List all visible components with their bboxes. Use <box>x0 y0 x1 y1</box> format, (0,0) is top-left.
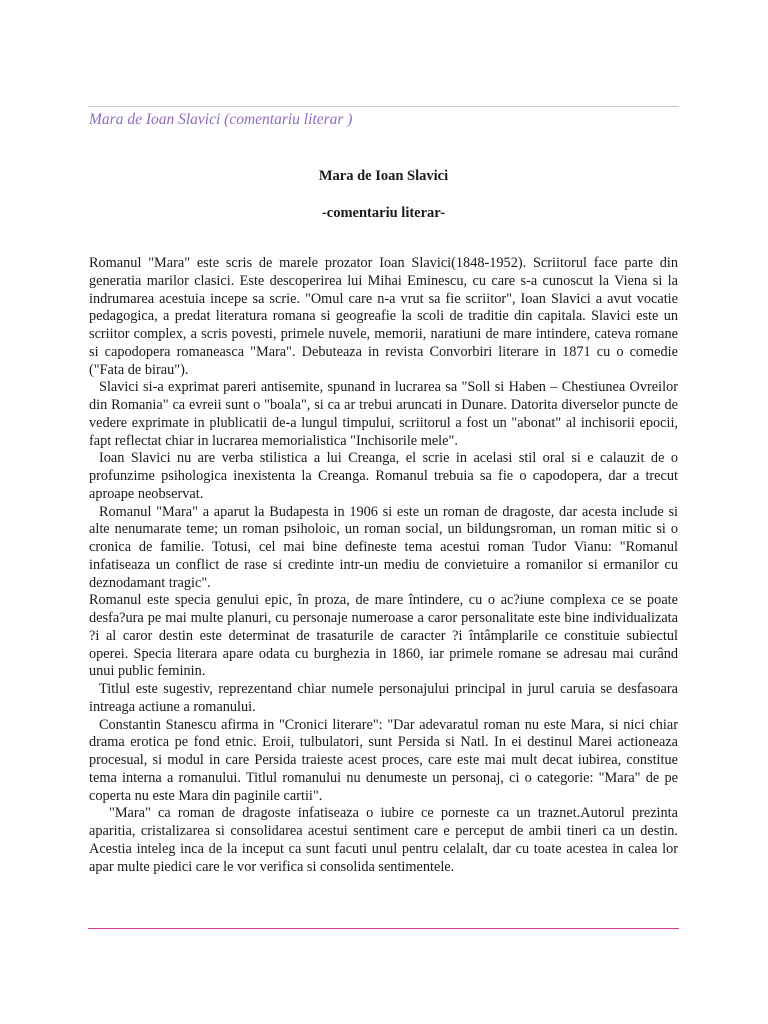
header-divider <box>88 106 679 107</box>
body-paragraph: Ioan Slavici nu are verba stilistica a lui Creanga, el scrie in acelasi stil oral si e calauzit de o profunzime psihologica inexistenta la Creanga. Romanul trebuia sa fie o capodopera, dar a trecut aproape neobservat. <box>89 450 678 502</box>
footer-divider <box>88 928 679 929</box>
body-paragraph: Constantin Stanescu afirma in "Cronici literare": "Dar adevaratul roman nu este Mara, si nici chiar drama erotica pe fond etnic. Eroii, tulbulatori, sunt Persida si Natl. In ei destinul Marei actioneaza procesual, si modul in care Persida traieste acest proces, care este mai mult decat iubirea, constitue tema interna a romanului. Titlul romanului nu denumeste un personaj, ci o categorie: "Mara" de pe coperta nu este Mara din paginile cartii". <box>89 716 678 804</box>
body-paragraph: "Mara" ca roman de dragoste infatiseaza o iubire ce porneste ca un traznet.Autorul prezinta aparitia, cristalizarea si consolidarea acestui sentiment care e perceput de ambii tineri ca un destin. Acestia inteleg inca de la inceput ca sunt facuti unul pentru celalalt, dar cu toate acestea in calea lor apar multe piedici care le vor verifica si consolida sentimentele. <box>89 805 678 875</box>
body-paragraph: Romanul "Mara" este scris de marele prozator Ioan Slavici(1848-1952). Scriitorul face parte din generatia marilor clasici. Este descoperirea lui Mihai Eminescu, cu care s-a cunoscut la Viena si la indrumarea acestuia incepe sa scrie. "Omul care n-a vrut sa fie scriitor", Ioan Slavici a avut vocatie pedagogica, a predat literatura romana si geogreafie la scoli de traditie din capitala. Slavici este un scriitor complex, a scris povesti, primele nuvele, memorii, naratiuni de mare intindere, cateva romane si capodopera romaneasca "Mara". Debuteaza in revista Convorbiri literare in 1871 cu o comedie ("Fata de birau"). <box>89 255 678 378</box>
document-header-title: Mara de Ioan Slavici (comentariu literar ) <box>89 111 353 128</box>
body-paragraph: Titlul este sugestiv, reprezentand chiar numele personajului principal in jurul caruia se desfasoara intreaga actiune a romanului. <box>89 681 678 715</box>
body-paragraph: Romanul este specia genului epic, în proza, de mare întindere, cu o ac?iune complexa ce se poate desfa?ura pe mai multe planuri, cu personaje numeroase a caror personalitate este bine individualizata ?i al caror destin este determinat de trasaturile de caracter ?i întâmplarile ce constituie subiectul operei. Specia literara apare odata cu burghezia in 1860, iar primele romane se adresau mai curând unui public feminin. <box>89 592 678 680</box>
document-body <box>89 255 678 876</box>
body-paragraph: Slavici si-a exprimat pareri antisemite, spunand in lucrarea sa "Soll si Haben – Chestiunea Ovreilor din Romania" ca evreii sunt o "boala", si ca ar trebui aruncati in Dunare. Datorita diverselor puncte de vedere exprimate in plublicatii de-a lungul timpului, scriitorul a fost un "abonat" al inchisorii epocii, fapt reflectat chiar in lucrarea memorialistica "Inchisorile mele". <box>89 379 678 449</box>
document-title: Mara de Ioan Slavici <box>318 168 449 184</box>
document-subtitle: -comentariu literar- <box>321 205 446 221</box>
body-paragraph: Romanul "Mara" a aparut la Budapesta in 1906 si este un roman de dragoste, dar acesta include si alte nenumarate teme; un roman psiholoic, un roman social, un bildungsroman, un roman mitic si o cronica de familie. Totusi, cel mai bine defineste tema acestui roman Tudor Vianu: "Romanul infatiseaza un conflict de rase si credinte intr-un mediu de convietuire a romanilor si ermanilor cu deznodamant tragic". <box>89 503 678 591</box>
